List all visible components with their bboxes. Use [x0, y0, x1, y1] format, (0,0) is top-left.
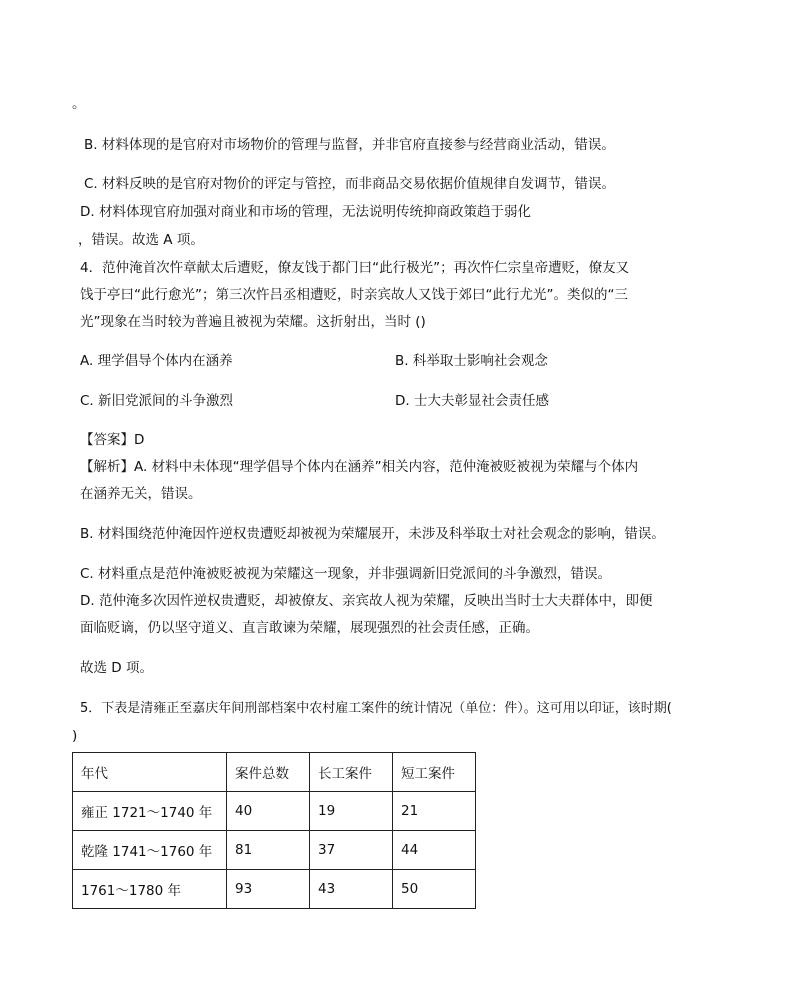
- table-cell: 37: [310, 831, 393, 870]
- text-line: B. 材料体现的是官府对市场物价的管理与监督，并非官府直接参与经营商业活动，错误。: [84, 137, 615, 153]
- table-cell: 50: [393, 870, 476, 909]
- text-line: ，错误。故选 A 项。: [78, 232, 204, 248]
- analysis-line: 在涵养无关，错误。: [80, 486, 202, 502]
- analysis-line: 面临贬谪，仍以坚守道义、直言敢谏为荣耀，展现强烈的社会责任感，正确。: [80, 620, 539, 636]
- table-header-cell: 长工案件: [310, 753, 393, 792]
- text-line: C. 材料反映的是官府对物价的评定与管控，而非商品交易依据价值规律自发调节，错误。: [84, 176, 616, 192]
- question-4-line: 饯于亭曰“此行愈光”；第三次忤吕丞相遭贬，时亲宾故人又饯于郊曰“此行尤光”。类似的“三: [80, 287, 628, 303]
- table-cell: 乾隆 1741～1760 年: [73, 831, 227, 870]
- table-cell: 雍正 1721～1740 年: [73, 792, 227, 831]
- question-4-line: 光”现象在当时较为普遍且被视为荣耀。这折射出，当时 (): [80, 314, 426, 330]
- option-b: B. 科举取士影响社会观念: [395, 353, 548, 369]
- option-c: C. 新旧党派间的斗争激烈: [80, 393, 234, 409]
- question-5-line: 5．下表是清雍正至嘉庆年间刑部档案中农村雇工案件的统计情况（单位：件）。这可用以印证，该时期(: [80, 701, 672, 716]
- table-header-cell: 短工案件: [393, 753, 476, 792]
- table-cell: 44: [393, 831, 476, 870]
- table-cell: 21: [393, 792, 476, 831]
- question-5-line: ): [72, 728, 78, 744]
- table-cell: 40: [227, 792, 310, 831]
- statistics-table: [72, 752, 476, 909]
- table-header-cell: 年代: [73, 753, 227, 792]
- table-header-row: [73, 753, 476, 792]
- analysis-line: C. 材料重点是范仲淹被贬被视为荣耀这一现象，并非强调新旧党派间的斗争激烈，错误。: [80, 566, 612, 582]
- option-d: D. 士大夫彰显社会责任感: [395, 393, 549, 409]
- analysis-line: 故选 D 项。: [80, 660, 153, 676]
- text-line: 。: [72, 96, 86, 112]
- answer-line: 【答案】D: [80, 432, 145, 448]
- table-row: [73, 870, 476, 909]
- option-a: A. 理学倡导个体内在涵养: [80, 353, 233, 369]
- analysis-line: 【解析】A. 材料中未体现“理学倡导个体内在涵养”相关内容，范仲淹被贬被视为荣耀与个体内: [80, 459, 639, 475]
- table-row: [73, 792, 476, 831]
- text-line: D. 材料体现官府加强对商业和市场的管理，无法说明传统抑商政策趋于弱化: [80, 204, 531, 220]
- table-cell: 19: [310, 792, 393, 831]
- question-4-line: 4．范仲淹首次忤章献太后遭贬，僚友饯于都门曰“此行极光”；再次忤仁宗皇帝遭贬，僚友又: [80, 260, 630, 276]
- table-cell: 1761～1780 年: [73, 870, 227, 909]
- analysis-line: B. 材料围绕范仲淹因忤逆权贵遭贬却被视为荣耀展开，未涉及科举取士对社会观念的影响，错误。: [80, 526, 665, 542]
- analysis-line: D. 范仲淹多次因忤逆权贵遭贬，却被僚友、亲宾故人视为荣耀，反映出当时士大夫群体中，即便: [80, 593, 653, 609]
- table-row: [73, 831, 476, 870]
- table-cell: 81: [227, 831, 310, 870]
- table-header-cell: 案件总数: [227, 753, 310, 792]
- table-cell: 93: [227, 870, 310, 909]
- table-cell: 43: [310, 870, 393, 909]
